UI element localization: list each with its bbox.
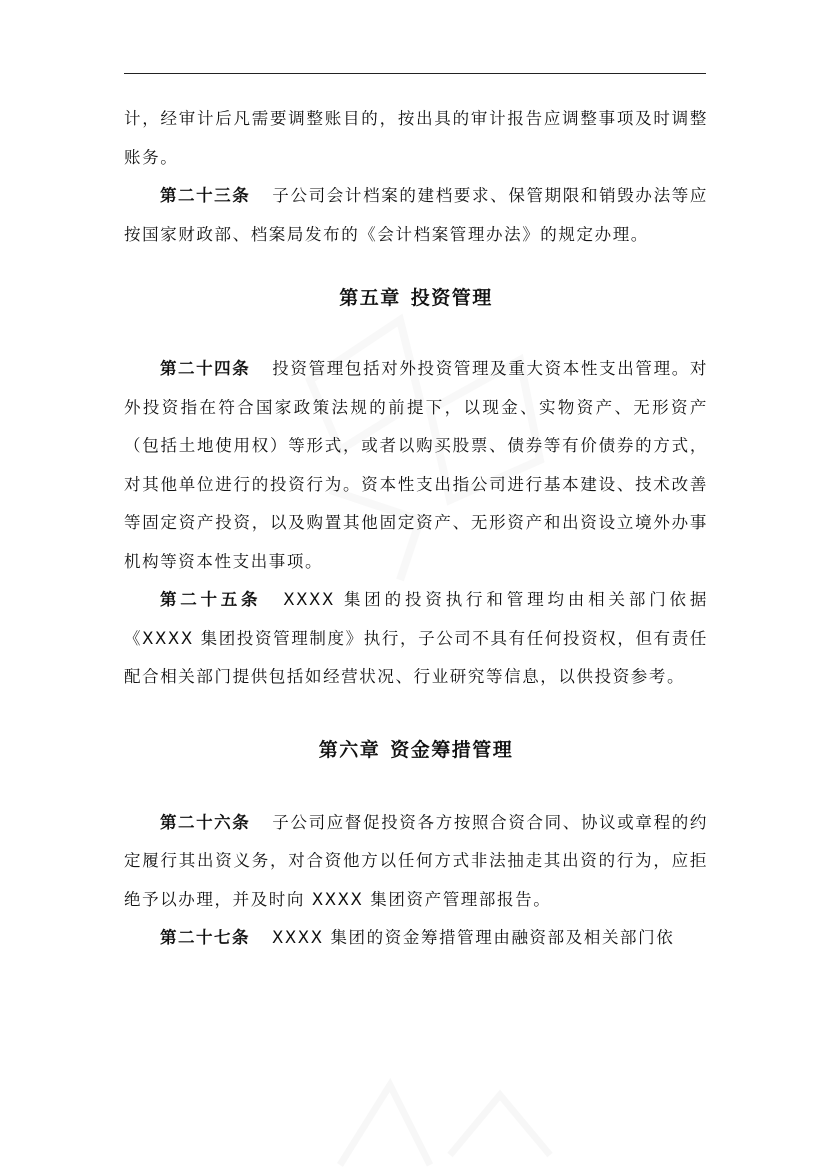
article-23-number: 第二十三条 [160,186,251,205]
article-26 [124,804,708,920]
chapter-6-heading [124,724,708,776]
chapter-6-title: 资金筹措管理 [390,738,514,761]
article-27-text: XXXX 集团的资金筹措管理由融资部及相关部门依 [272,928,675,947]
article-27 [124,919,708,958]
article-23 [124,177,708,254]
watermark-bottom-logo [300,1055,600,1175]
article-24-text: 投资管理包括对外投资管理及重大资本性支出管理。对外投资指在符合国家政策法规的前提下，以现金、实物资产、无形资产（包括土地使用权）等形式，或者以购买股票、债券等有价债券的方式，对其他单位进行的投资行为。资本性支出指公司进行基本建设、技术改善等固定资产投资，以及购置其他固定资产、无形资产和出资设立境外办事机构等资本性支出事项。 [124,359,709,571]
article-26-number: 第二十六条 [160,812,251,832]
article-23-text: 子公司会计档案的建档要求、保管期限和销毁办法等应按国家财政部、档案局发布的《会计档案管理办法》的规定办理。 [124,186,709,244]
document-body [124,100,708,958]
header-rule [124,73,706,74]
chapter-5-title: 投资管理 [410,287,493,309]
article-24 [124,350,708,581]
article-26-text: 子公司应督促投资各方按照合资合同、协议或章程的约定履行其出资义务，对合资他方以任何方式非法抽走其出资的行为，应拒绝予以办理，并及时向 XXXX 集团资产管理部报告。 [124,812,709,909]
article-25-number: 第二十五条 [160,590,262,609]
paragraph-continuation: 计，经审计后凡需要调整账目的，按出具的审计报告应调整事项及时调整账务。 [124,109,708,167]
article-24-number: 第二十四条 [160,359,251,378]
article-25-text: XXXX 集团的投资执行和管理均由相关部门依据《XXXX 集团投资管理制度》执行，子公司不具有任何投资权，但有责任配合相关部门提供包括如经营状况、行业研究等信息，以供投资参考。 [124,590,708,686]
chapter-5-heading [124,274,708,322]
article-25 [124,581,708,697]
chapter-6-number: 第六章 [318,738,381,761]
article-27-number: 第二十七条 [160,928,250,947]
chapter-5-number: 第五章 [339,287,401,309]
